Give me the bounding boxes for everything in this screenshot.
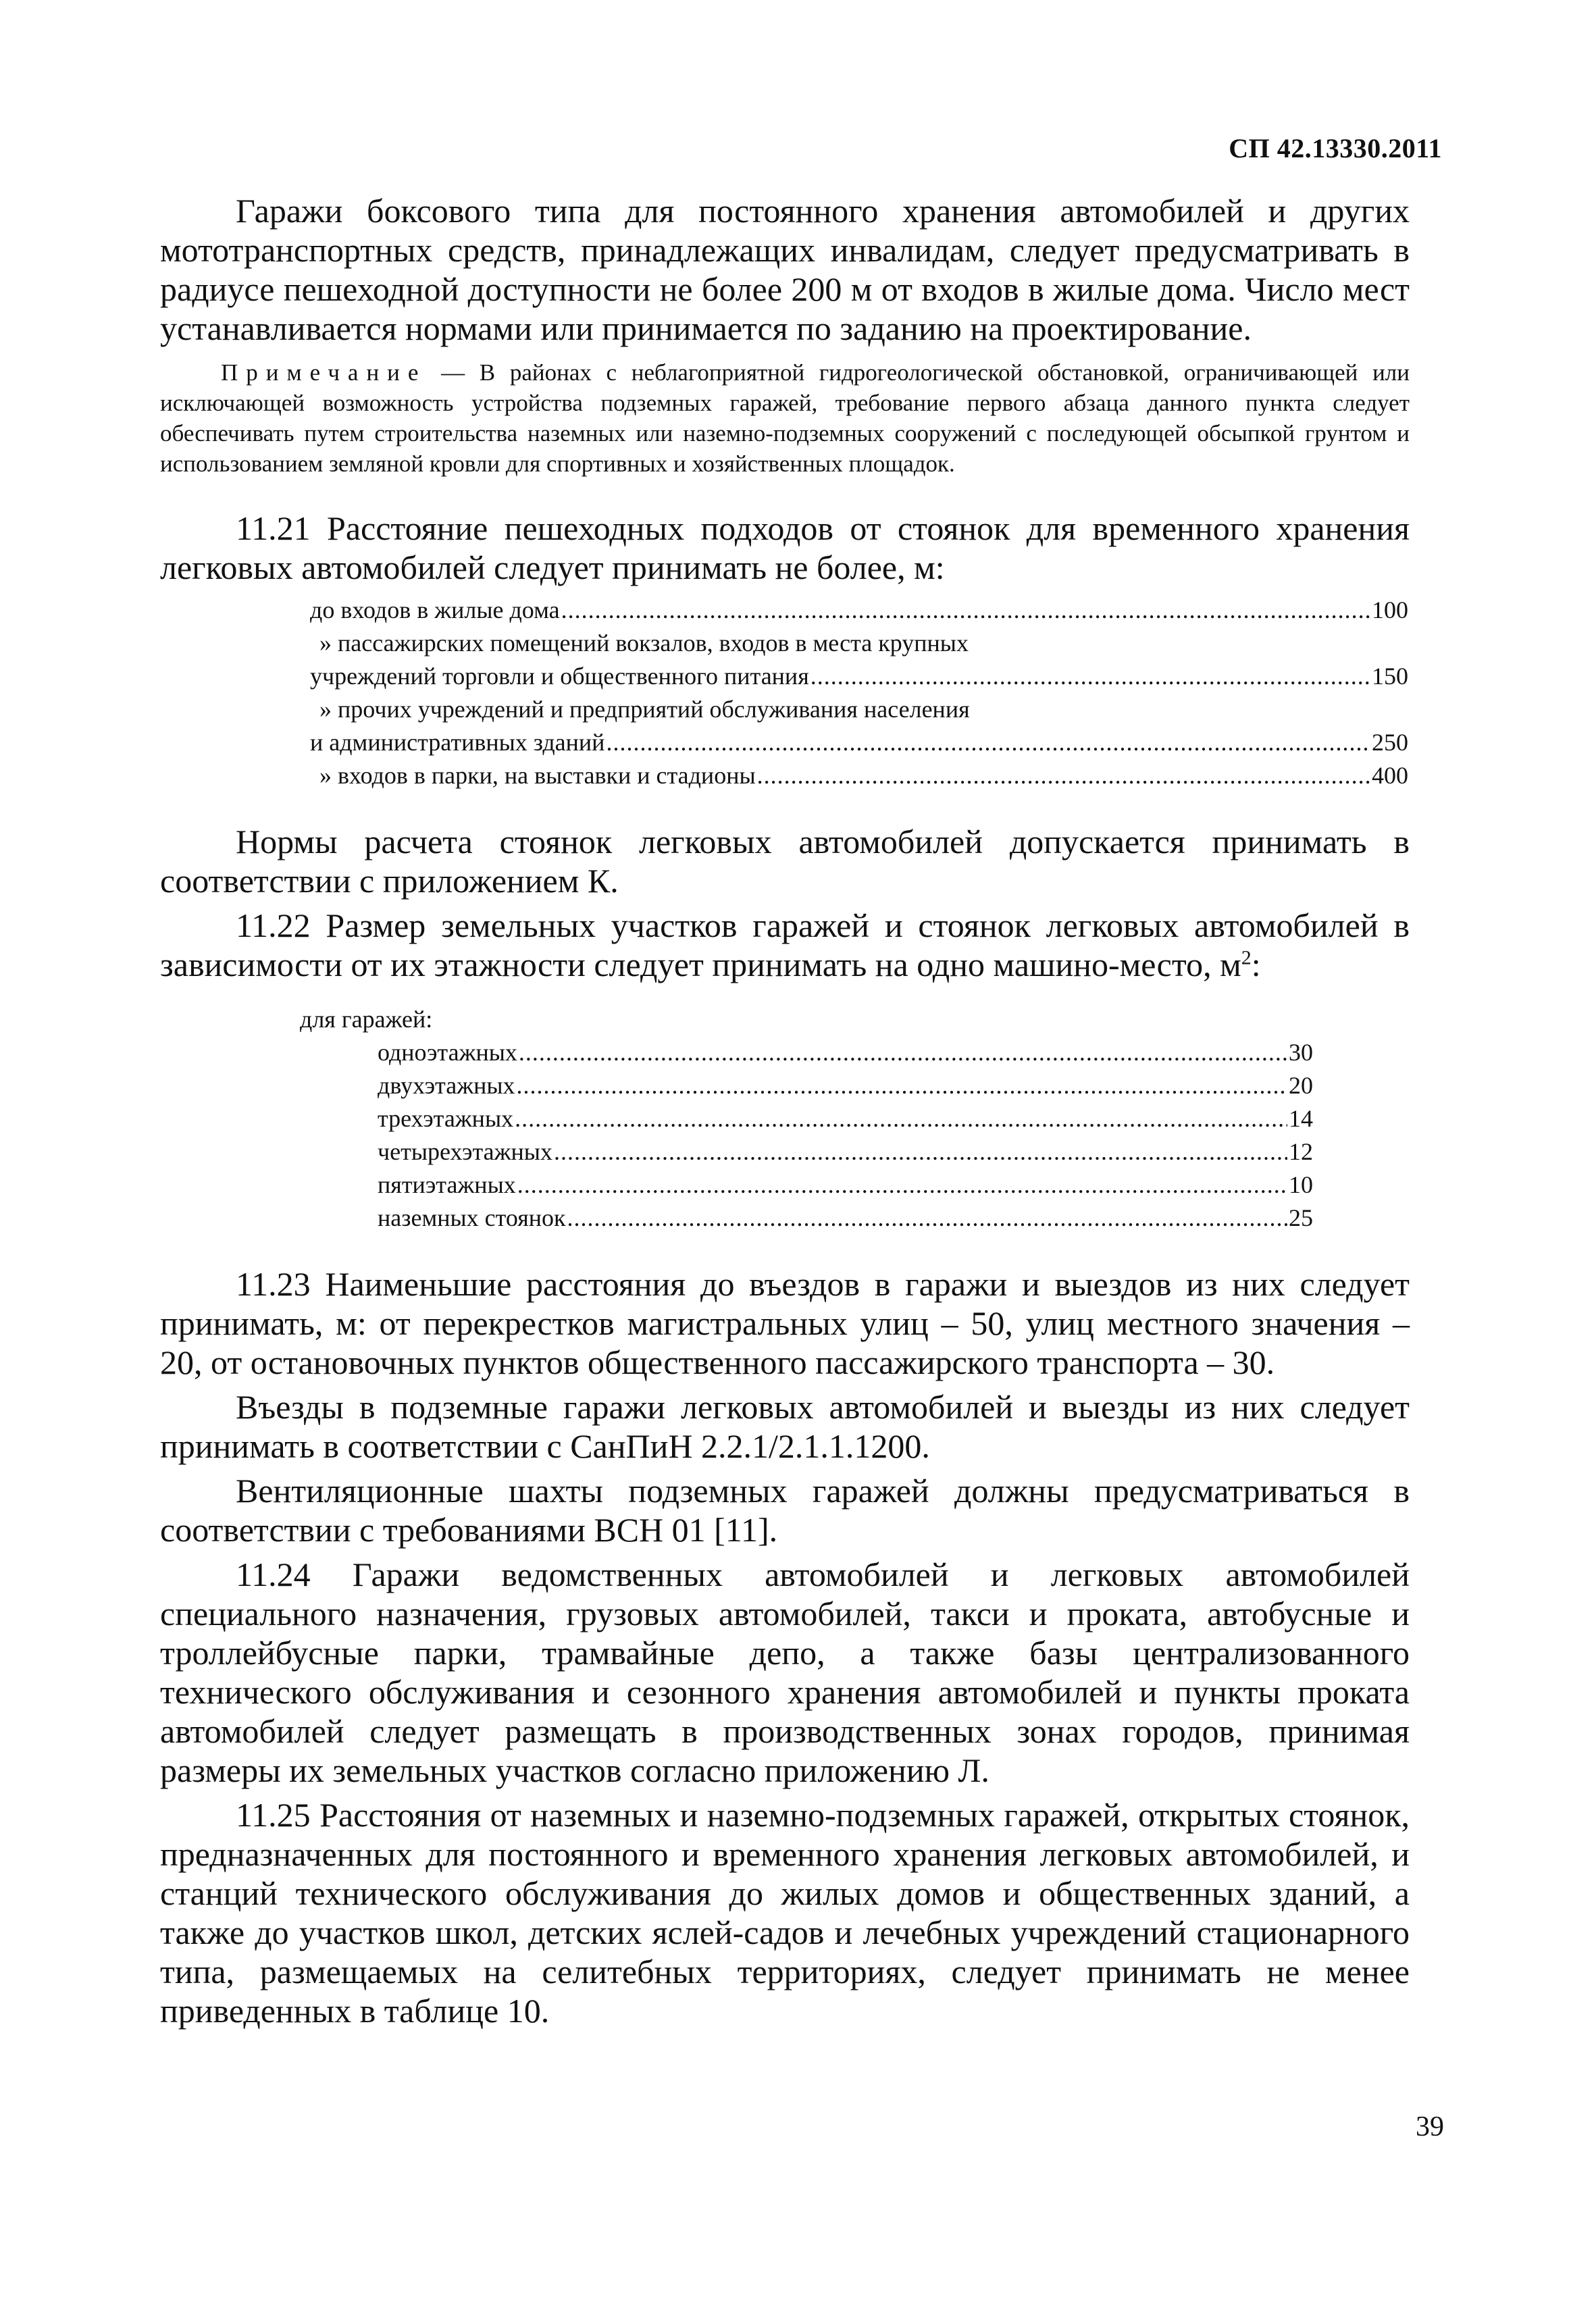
garage-area-list bbox=[300, 1003, 1313, 1235]
list-item-value: 150 bbox=[1372, 663, 1408, 690]
paragraph-garages-disabled: Гаражи боксового типа для постоянного хранения автомобилей и других мототранспортных средств, принадлежащих инвалидам, следует предусматривать в радиусе пешеходной доступности не более 200 м от входов в жилые дома. Число мест устанавливается нормами или принимается по заданию на проектирование. bbox=[160, 192, 1410, 347]
list-item-label: » входов в парки, на выставки и стадионы bbox=[319, 762, 756, 789]
list-item-value: 14 bbox=[1289, 1105, 1313, 1132]
list-item-label: трехэтажных bbox=[378, 1105, 514, 1132]
list-item bbox=[378, 1202, 1313, 1235]
list-item bbox=[310, 660, 1408, 693]
dot-leader bbox=[757, 759, 1370, 792]
list-item-label: двухэтажных bbox=[378, 1072, 515, 1099]
list-item bbox=[378, 1036, 1313, 1069]
dot-leader bbox=[519, 1036, 1287, 1069]
document-code-header: СП 42.13330.2011 bbox=[1229, 133, 1442, 163]
list-item bbox=[378, 1102, 1313, 1135]
list-item bbox=[378, 1069, 1313, 1102]
note-label: Примечание bbox=[221, 359, 427, 386]
page-body bbox=[160, 191, 1410, 2030]
paragraph-ventilation: Вентиляционные шахты подземных гаражей должны предусматриваться в соответствии с требованиями ВСН 01 [11]. bbox=[160, 1472, 1410, 1549]
dot-leader bbox=[517, 1069, 1287, 1102]
dot-leader bbox=[810, 660, 1370, 693]
list-item-line: » пассажирских помещений вокзалов, входов в места крупных bbox=[319, 629, 969, 657]
dot-leader bbox=[517, 1168, 1287, 1202]
list-item bbox=[310, 759, 1408, 792]
list-item-value: 30 bbox=[1289, 1039, 1313, 1066]
garage-list-caption: для гаражей: bbox=[300, 1006, 433, 1033]
paragraph-11-23: 11.23 Наименьшие расстояния до въездов в гаражи и выездов из них следует принимать, м: от перекрестков магистральных улиц – 50, улиц местного значения – 20, от остановочных пунктов общественного пассажирского транспорта – 30. bbox=[160, 1265, 1410, 1381]
paragraph-entries: Въезды в подземные гаражи легковых автомобилей и выезды из них следует принимать в соответствии с СанПиН 2.2.1/2.1.1.1200. bbox=[160, 1388, 1410, 1465]
dot-leader bbox=[561, 594, 1370, 627]
garage-rows bbox=[300, 1036, 1313, 1235]
paragraph-11-22 bbox=[160, 906, 1410, 984]
paragraph-11-24: 11.24 Гаражи ведомственных автомобилей и легковых автомобилей специального назначения, грузовых автомобилей, такси и проката, автобусные и троллейбусные парки, трамвайные депо, а также базы централизованного технического обслуживания и сезонного хранения автомобилей и пункты проката автомобилей следует размещать в производственных зонах городов, принимая размеры их земельных участков согласно приложению Л. bbox=[160, 1555, 1410, 1789]
list-item-label: и административных зданий bbox=[310, 729, 605, 756]
dot-leader bbox=[554, 1135, 1287, 1168]
list-item bbox=[378, 1135, 1313, 1168]
list-item-line: » прочих учреждений и предприятий обслуживания населения bbox=[319, 696, 970, 723]
dot-leader bbox=[606, 726, 1370, 759]
list-item-label: до входов в жилые дома bbox=[310, 596, 560, 623]
list-item-label: пятиэтажных bbox=[378, 1171, 516, 1198]
list-item-label: четырехэтажных bbox=[378, 1138, 552, 1165]
paragraph-11-25: 11.25 Расстояния от наземных и наземно-подземных гаражей, открытых стоянок, предназначенных для постоянного и временного хранения легковых автомобилей, и станций технического обслуживания до жилых домов и общественных зданий, а также до участков школ, детских яслей-садов и лечебных учреждений стационарного типа, размещаемых на селитебных территориях, следует принимать не менее приведенных в таблице 10. bbox=[160, 1796, 1410, 2030]
paragraph-11-21: 11.21 Расстояние пешеходных подходов от стоянок для временного хранения легковых автомобилей следует принимать не более, м: bbox=[160, 509, 1410, 586]
list-item bbox=[310, 594, 1408, 627]
list-item-value: 10 bbox=[1289, 1171, 1313, 1198]
list-item-value: 12 bbox=[1289, 1138, 1313, 1165]
list-item-value: 20 bbox=[1289, 1072, 1313, 1099]
dot-leader bbox=[567, 1202, 1287, 1235]
paragraph-parking-norms: Нормы расчета стоянок легковых автомобилей допускается принимать в соответствии с приложением К. bbox=[160, 823, 1410, 900]
list-item-value: 400 bbox=[1372, 762, 1408, 789]
paragraph-11-22-colon: : bbox=[1251, 946, 1261, 983]
list-item bbox=[378, 1168, 1313, 1202]
list-item-label: одноэтажных bbox=[378, 1039, 517, 1066]
note-text: — В районах с неблагоприятной гидрогеологической обстановкой, ограничивающей или исключающей возможность устройства подземных гаражей, требование первого абзаца данного пункта следует обеспечивать путем строительства наземных или наземно-подземных сооружений с последующей обсыпкой грунтом и использованием земляной кровли для спортивных и хозяйственных площадок. bbox=[160, 359, 1410, 477]
list-item-value: 250 bbox=[1372, 729, 1408, 756]
list-item bbox=[310, 726, 1408, 759]
page-number: 39 bbox=[1416, 2111, 1444, 2142]
paragraph-11-22-text: 11.22 Размер земельных участков гаражей и стоянок легковых автомобилей в зависимости от их этажности следует принимать на одно машино-место, м bbox=[160, 906, 1410, 983]
walking-distance-list bbox=[310, 594, 1408, 792]
dot-leader bbox=[515, 1102, 1287, 1135]
square-superscript: 2 bbox=[1241, 946, 1252, 969]
list-item-label: учреждений торговли и общественного питания bbox=[310, 663, 809, 690]
list-item-value: 25 bbox=[1289, 1204, 1313, 1231]
list-item-label: наземных стоянок bbox=[378, 1204, 566, 1231]
list-item-value: 100 bbox=[1372, 596, 1408, 623]
note-paragraph bbox=[160, 357, 1410, 479]
